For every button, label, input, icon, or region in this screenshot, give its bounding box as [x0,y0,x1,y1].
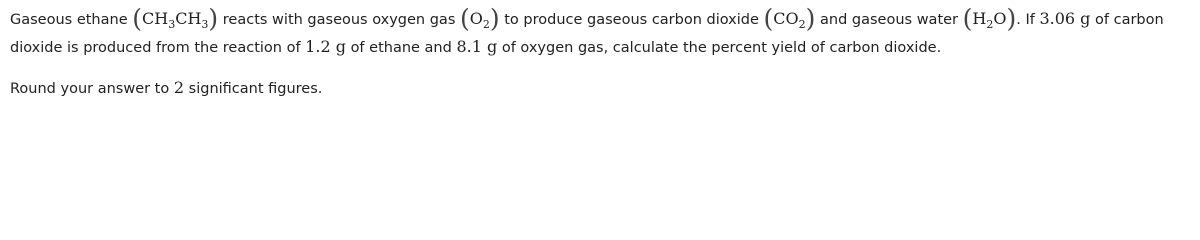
close-paren: ) [489,4,500,33]
text: dioxide is produced from the reaction of [10,40,301,56]
text: to produce gaseous carbon dioxide [504,12,759,28]
sig-figs-value: 2 [173,78,185,97]
open-paren: ( [459,4,470,33]
ethane-mass: 1.2 g [305,37,346,56]
ethane-formula: $CH_3CH_3$ [142,9,209,31]
text: reacts with gaseous oxygen gas [222,12,456,28]
oxygen-mass: 8.1 g [456,37,498,56]
instruction-line [10,77,322,100]
text: of carbon [1095,12,1164,28]
text: Round your answer to [10,81,170,97]
co2-mass: 3.06 g [1039,9,1091,28]
text: of oxygen gas, calculate the percent yield of carbon dioxide. [501,40,942,56]
question-line-2 [10,36,941,59]
text: . If [1016,12,1035,28]
oxygen-formula: $O_2$ [469,9,490,31]
open-paren: ( [132,4,142,33]
co2-formula: $CO_2$ [773,9,806,31]
open-paren: ( [962,4,973,33]
close-paren: ) [1006,4,1017,33]
text: significant figures. [188,81,323,97]
text: and gaseous water [820,12,959,28]
water-formula: $H_2O$ [972,9,1007,31]
close-paren: ) [805,4,816,33]
open-paren: ( [763,4,774,33]
text: of ethane and [350,40,452,56]
close-paren: ) [208,4,219,33]
question-line-1 [10,6,1164,31]
text: Gaseous ethane [10,12,128,28]
